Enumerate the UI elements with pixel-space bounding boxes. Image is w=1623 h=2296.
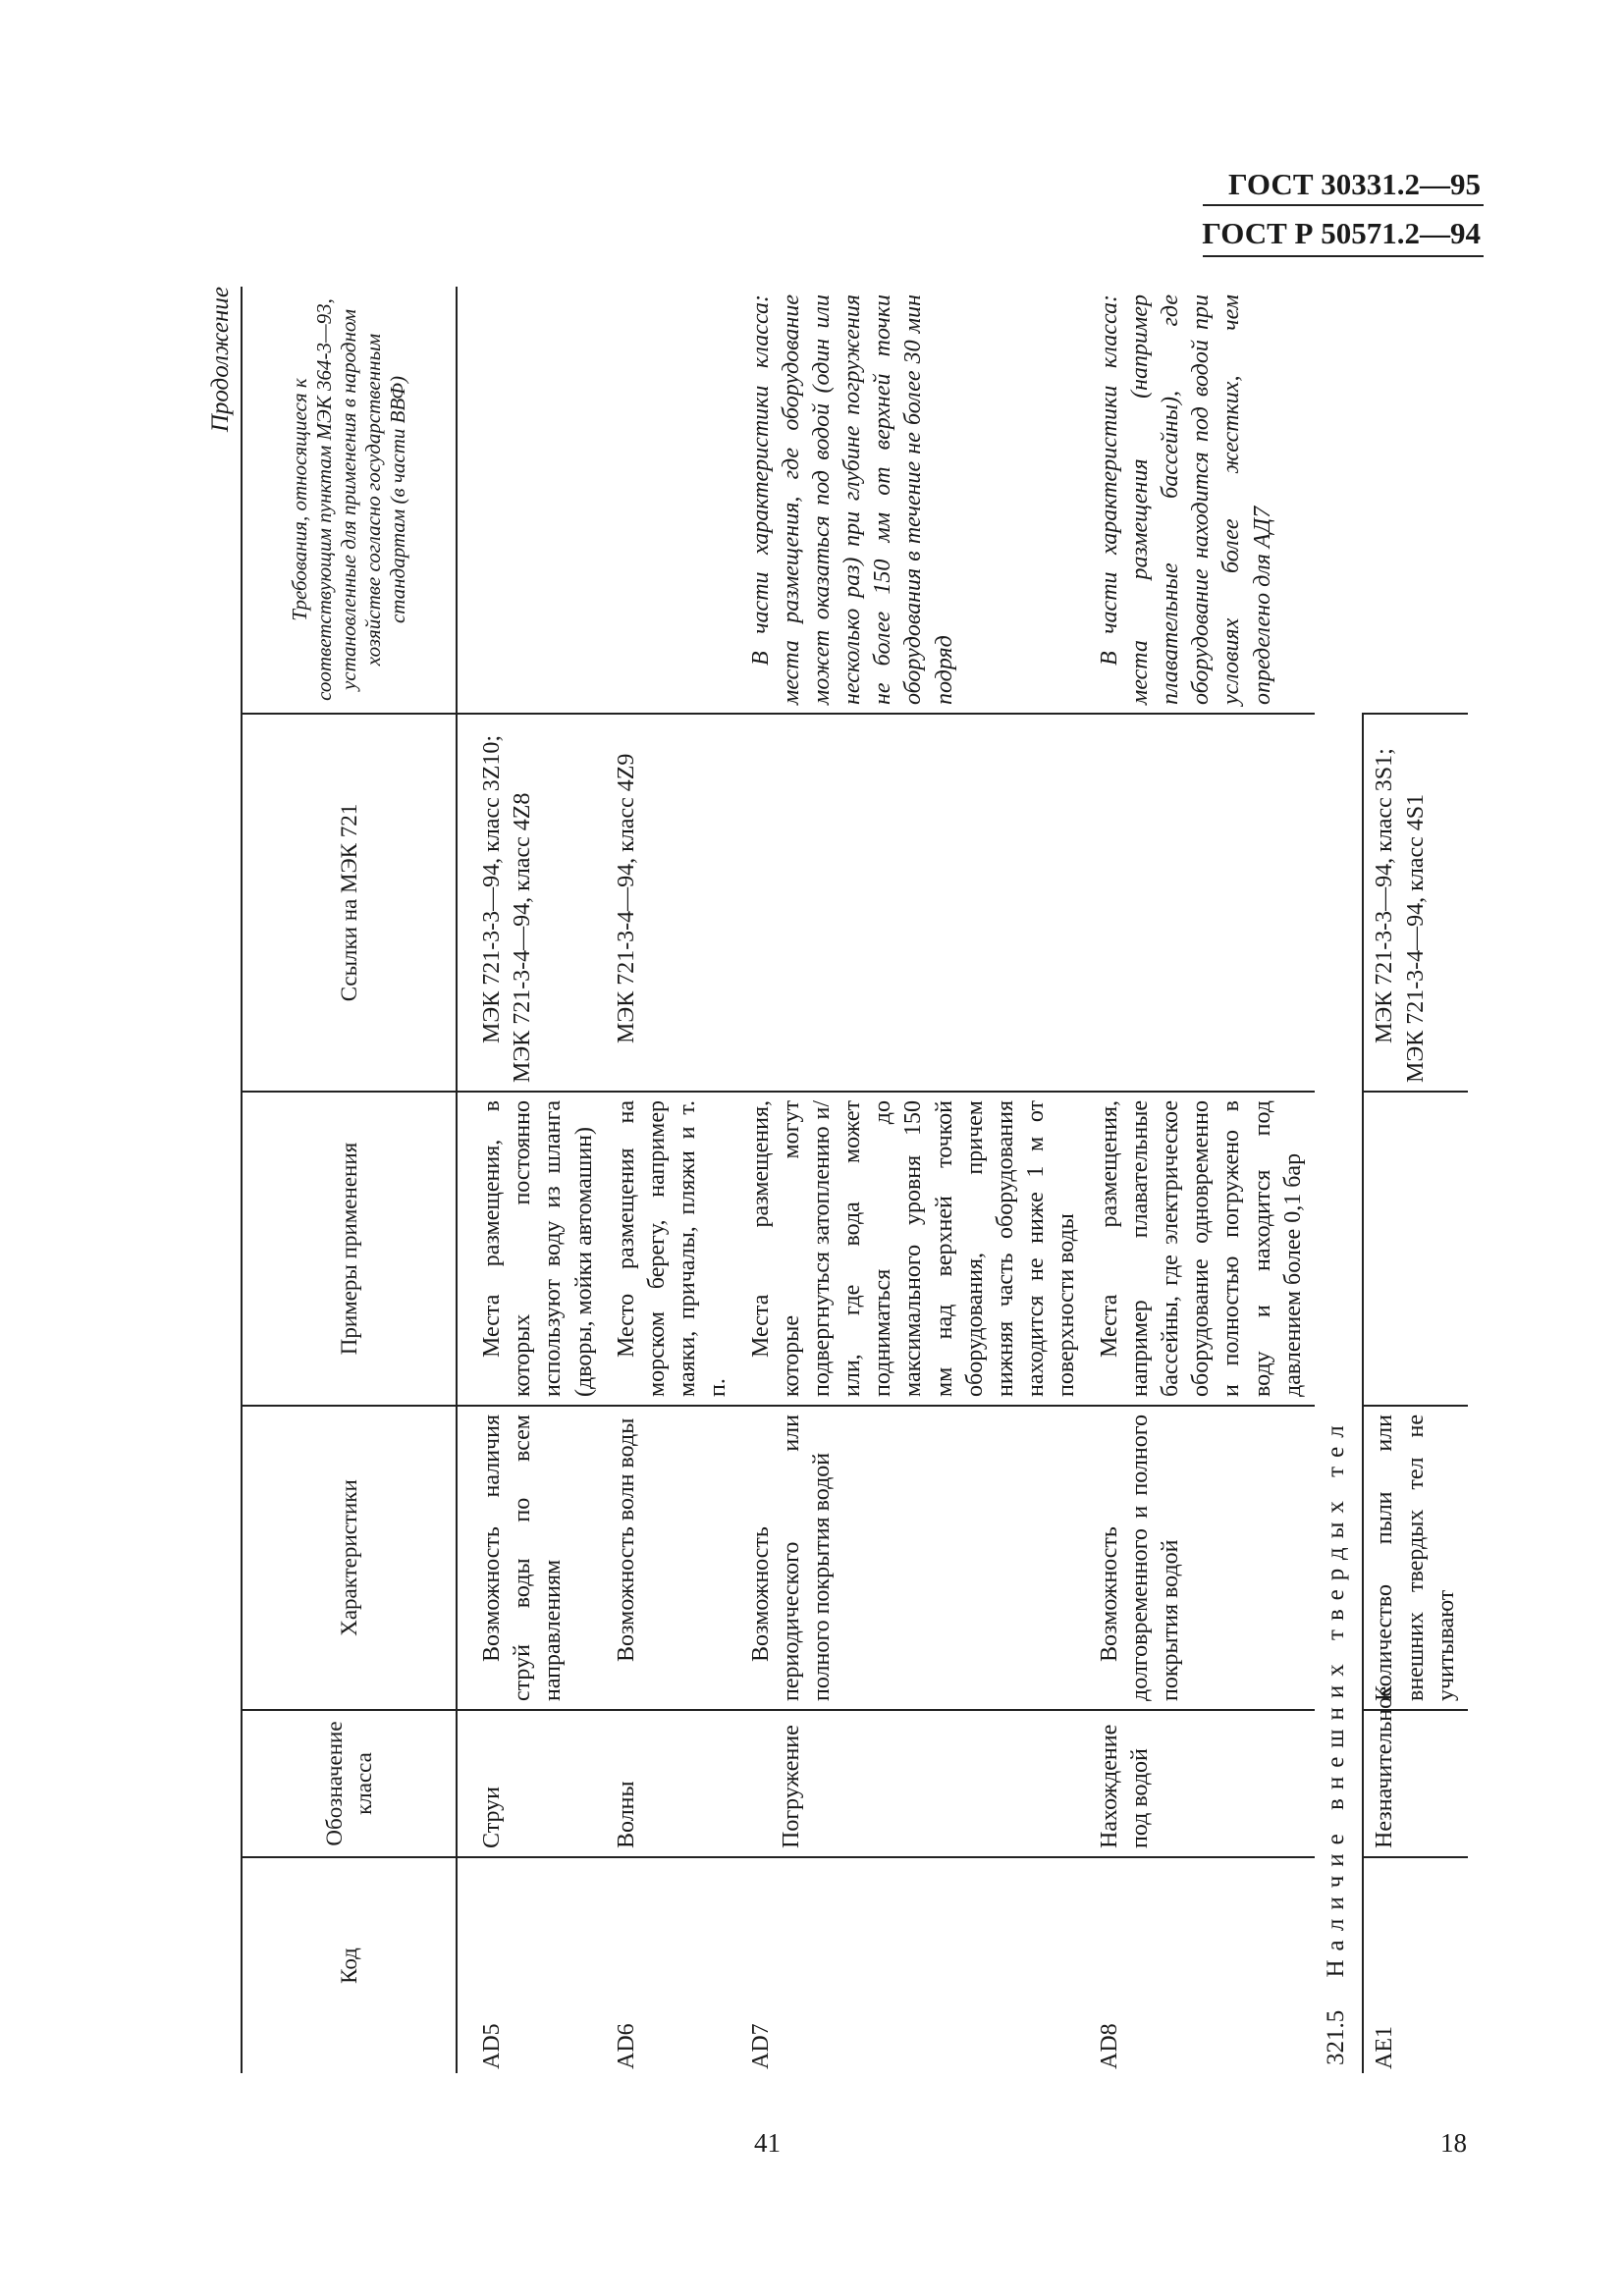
cell-examples: Места размещения, например плавательные бассейны, где электрическое оборудование одновременно и полностью погружено в воду и находится под давлением более 0,1 бар: [1089, 1092, 1315, 1406]
cell-characteristics: Количество пыли или внешних твердых тел не учитывают: [1363, 1406, 1468, 1710]
cell-examples: [1363, 1092, 1468, 1406]
cell-characteristics: Возможность волн воды: [606, 1406, 740, 1710]
cell-class: Нахождение под водой: [1089, 1710, 1315, 1857]
cell-examples: Места размещения, которые могут подвергнуться затоплению и/или, где вода может подниматься до максимального уровня 150 мм над верхней точкой оборудования, причем нижняя часть оборудования находится не ниже 1 м от поверхности воды: [740, 1092, 1089, 1406]
cell-class: Погружение: [740, 1710, 1089, 1857]
section-number: 321.5: [1322, 2009, 1349, 2065]
table-spacer: [457, 287, 471, 2073]
cell-examples: Место размещения на морском берегу, например маяки, причалы, пляжи и т. п.: [606, 1092, 740, 1406]
header-references: Ссылки на МЭК 721: [242, 714, 457, 1092]
section-heading: [1315, 287, 1364, 2073]
cell-code: AD8: [1089, 1857, 1315, 2073]
table-header-row: [242, 287, 457, 2073]
page-number-right: 18: [1440, 2128, 1467, 2158]
cell-characteristics: Возможность периодического или полного покрытия водой: [740, 1406, 1089, 1710]
cell-requirements: [606, 287, 740, 714]
header-requirements: Требования, относящиеся к соответствующим пунктам МЭК 364-3—93, установленные для применения в народном хозяйстве согласно государственным стандартам (в части ВВФ): [242, 287, 457, 714]
cell-examples: Места размещения, в которых постоянно используют воду из шланга (дворы, мойки автомашин): [471, 1092, 606, 1406]
header-examples: Примеры применения: [242, 1092, 457, 1406]
header-characteristics: Характеристики: [242, 1406, 457, 1710]
cell-references: МЭК 721-3-4—94, класс 4Z9: [606, 714, 740, 1092]
cell-characteristics: Возможность наличия струй воды по всем направлениям: [471, 1406, 606, 1710]
table-row: [606, 287, 740, 2073]
classification-table: [241, 287, 1468, 2073]
cell-references: МЭК 721-3-3—94, класс 3S1; МЭК 721-3-4—94, класс 4S1: [1363, 714, 1468, 1092]
table-row: [740, 287, 1089, 2073]
section-heading-row: [1315, 287, 1364, 2073]
cell-code: AD5: [471, 1857, 606, 2073]
standard-number-1: ГОСТ 30331.2—95: [1227, 167, 1481, 201]
cell-class: Струи: [471, 1710, 606, 1857]
cell-characteristics: Возможность долговременного и полного покрытия водой: [1089, 1406, 1315, 1710]
cell-references: [1089, 714, 1315, 1092]
cell-requirements: [471, 287, 606, 714]
continuation-label: Продолжение: [207, 287, 234, 433]
cell-class: Волны: [606, 1710, 740, 1857]
cell-references: [740, 714, 1089, 1092]
cell-requirements: В части характеристики класса: места размещения, где оборудование может оказаться под водой (один или несколько раз) при глубине погружения не более 150 мм от верхней точки оборудования в течение не более 30 мин подряд: [740, 287, 1089, 714]
rotated-table-block: [201, 287, 1468, 2073]
table-row: [1089, 287, 1315, 2073]
header-rule: [1203, 204, 1484, 206]
table-row: [471, 287, 606, 2073]
cell-code: AE1: [1363, 1857, 1468, 2073]
cell-requirements: [1363, 287, 1468, 714]
header-rule: [1203, 255, 1484, 257]
header-code: Код: [242, 1857, 457, 2073]
standard-number-2: ГОСТ Р 50571.2—94: [1202, 216, 1481, 250]
cell-code: AD7: [740, 1857, 1089, 2073]
cell-class: Незначительное: [1363, 1710, 1468, 1857]
cell-requirements: В части характеристики класса: места размещения (например плавательные бассейны), где оборудование находится под водой при условиях более жестких, чем определено для АД7: [1089, 287, 1315, 714]
page-number-left: 41: [754, 2128, 781, 2158]
section-title: Наличие внешних твердых тел: [1322, 1416, 1349, 1978]
cell-references: МЭК 721-3-3—94, класс 3Z10; МЭК 721-3-4—94, класс 4Z8: [471, 714, 606, 1092]
table-row: [1363, 287, 1468, 2073]
cell-code: AD6: [606, 1857, 740, 2073]
header-class: Обозначение класса: [242, 1710, 457, 1857]
